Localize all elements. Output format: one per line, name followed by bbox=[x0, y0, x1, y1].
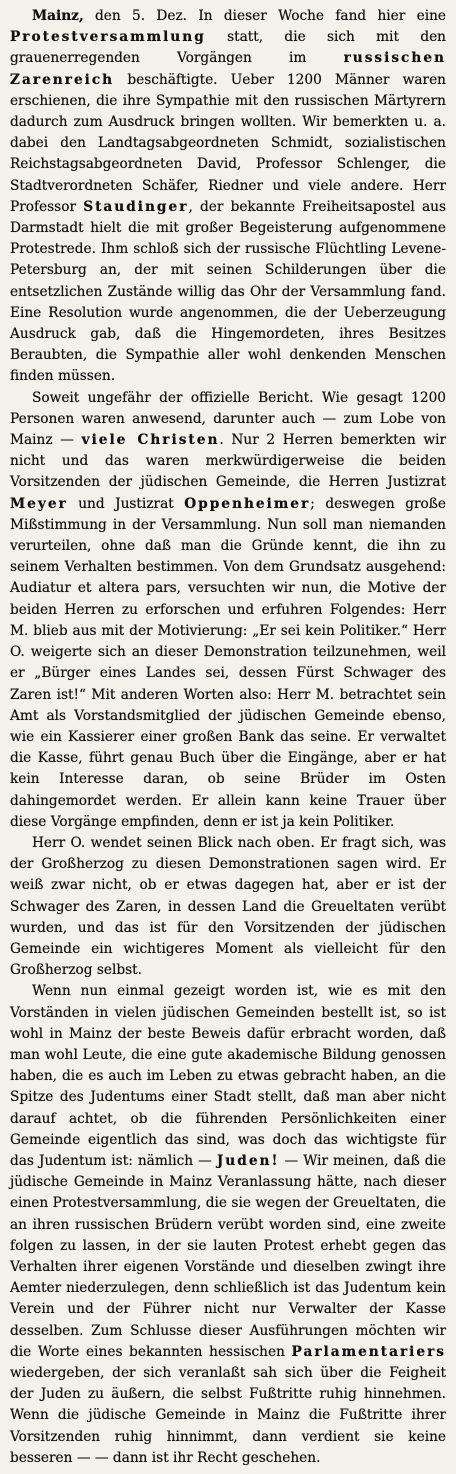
text-run: , der bekannte Freiheitsapostel aus Darmstadt hielt die mit großer Begeisterung aufgenommene Protestrede. Ihm schloß sich der russische Flüchtling Levene-Petersburg an, der mit seinen Schilderungen über die entsetzlichen Zustände willig das Ohr der Versammlung fand. Eine Resolution wurde angenommen, die der Ueberzeugung Ausdruck gab, daß die Hingemordeten, ihres Besitzes Beraubten, die Sympathie aller wohl denkenden Menschen finden müssen. bbox=[10, 198, 446, 385]
text-run: statt, die sich mit den grauenerregenden Vorgängen im bbox=[10, 29, 446, 67]
emphasis-run: Parlamentariers bbox=[291, 1343, 446, 1360]
dateline: Mainz, bbox=[32, 8, 84, 24]
emphasis-run: Oppenheimer bbox=[184, 495, 311, 512]
text-run: Wenn nun einmal gezeigt worden ist, wie es mit den Vorständen in vielen jüdischen Gemeinden bestellt ist, so ist wohl in Mainz der beste Beweis dafür erbracht worden, daß man wohl Leute, die eine gute akademische Bildung genossen haben, die es auch im Leben zu etwas gebracht haben, an die Spitze des Judentums einer Stadt stellt, daß man aber nicht darauf achtet, ob die führenden Persönlichkeiten einer Gemeinde eigentlich das sind, was doch das wichtigste für das Judentum ist: nämlich — bbox=[10, 983, 446, 1169]
emphasis-run: Meyer bbox=[10, 495, 68, 512]
emphasis-run: viele Christen bbox=[81, 432, 220, 449]
text-run: den 5. Dez. In dieser Woche fand hier eine bbox=[83, 8, 446, 24]
emphasis-run: russischen Zarenreich bbox=[10, 50, 446, 88]
paragraph-conclusion bbox=[10, 981, 446, 1469]
paragraph-report bbox=[10, 6, 446, 388]
text-run: Herr O. wendet seinen Blick nach oben. Er fragt sich, was der Großherzog zu diesen Demonstrationen sagen wird. Er weiß zwar nicht, ob er etwas dagegen hat, aber er ist der Schwager des Zaren, in dessen Land die Greueltaten verübt wurden, und das ist für den Vorsitzenden der jüdischen Gemeinde ein wichtigeres Moment als vielleicht für den Großherzog selbst. bbox=[10, 834, 446, 979]
paragraph-commentary bbox=[10, 388, 446, 833]
emphasis-run: Protestversammlung bbox=[10, 29, 206, 46]
emphasis-run: Juden! bbox=[216, 1152, 280, 1169]
text-run: — Wir meinen, daß die jüdische Gemeinde in Mainz Veranlassung hätte, nach dieser einen Protestversammlung, die sie wegen der Greueltaten, die an ihren russischen Brüdern verübt worden sind, eine zweite folgen zu lassen, in der sie lauten Protest erhebt gegen das Verhalten ihrer eigenen Vorstände und dieselben zwingt ihre Aemter niederzulegen, denn schließlich ist das Judentum kein Verein und der Führer nicht nur Verwalter der Kasse desselben. Zum Schlusse dieser Ausführungen möchten wir die Worte eines bekannten hessischen bbox=[10, 1152, 446, 1360]
text-run: und Justizrat bbox=[67, 495, 185, 512]
emphasis-run: Staudinger bbox=[83, 198, 189, 215]
text-run: Soweit ungefähr der offizielle Bericht. Wie gesagt 1200 Personen waren anwesend, darunter auch — zum Lobe von Mainz — bbox=[10, 389, 446, 449]
text-run: beschäftigte. Ueber 1200 Männer waren erschienen, die ihre Sympathie mit den russischen Märtyrern dadurch zum Ausdruck bringen wollten. Wir bemerkten u. a. dabei den Landtagsabgeordneten Schmidt, sozialistischen Reichstagsabgeordneten David, Professor Schlenger, die Stadtverordneten Schäfer, Riedner und viele andere. Herr Professor bbox=[10, 71, 446, 215]
text-run: . Nur 2 Herren bemerkten wir nicht und das waren merkwürdigerweise die beiden Vorsitzenden der jüdischen Gemeinde, die Herren Justizrat bbox=[10, 432, 446, 491]
text-run: wiedergeben, der sich veranlaßt sah sich über die Feigheit der Juden zu äußern, die selbst Fußtritte ruhig hinnehmen. Wenn die jüdische Gemeinde in Mainz die Fußtritte ihrer Vorsitzenden ruhig hinnimmt, dann verdient sie keine besseren — — dann ist ihr Recht geschehen. bbox=[10, 1365, 446, 1466]
article-column bbox=[10, 6, 446, 1469]
paragraph-grand-duke bbox=[10, 833, 446, 981]
text-run: ; deswegen große Mißstimmung in der Versammlung. Nun soll man niemanden verurteilen, ohne daß man die Gründe kennt, die ihn zu seinem Verhalten bestimmen. Von dem Grundsatz ausgehend: Audiatur et altera pars, versuchten wir nun, die Motive der beiden Herren zu erforschen und erfuhren Folgendes: Herr M. blieb aus mit der Motivierung: „Er sei kein Politiker.“ Herr O. weigerte sich an dieser Demonstration teilzunehmen, weil er „Bürger eines Landes sei, dessen Fürst Schwager des Zaren ist!“ Mit anderen Worten also: Herr M. betrachtet sein Amt als Vorstandsmitglied der jüdischen Gemeinde ebenso, wie ein Kassierer einer großen Bank das seine. Er verwaltet die Kasse, führt genau Buch über die Eingänge, aber er hat kein Interesse daran, ob seine Brüder im Osten dahingemordet werden. Er allein kann keine Trauer über diese Vorgänge empfinden, denn er ist ja kein Politiker. bbox=[10, 495, 446, 830]
